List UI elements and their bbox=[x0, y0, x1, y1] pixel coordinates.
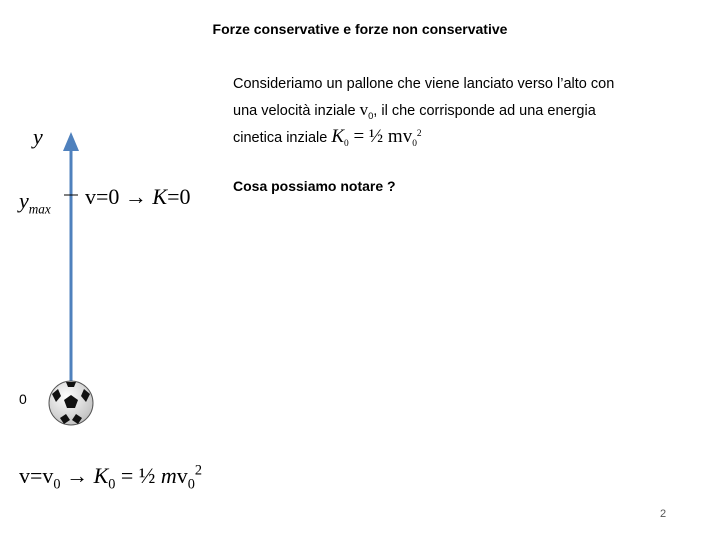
bottom-v-symbol: v bbox=[19, 463, 30, 488]
bottom-equation bbox=[19, 462, 203, 493]
y-axis-label: y bbox=[33, 124, 43, 149]
bottom-k-subscript: 0 bbox=[108, 476, 116, 493]
bottom-v-equals: =v bbox=[30, 463, 54, 488]
paragraph-line-1: Consideriamo un pallone che viene lanciato verso l’alto con bbox=[233, 76, 615, 92]
soccer-ball-icon bbox=[49, 381, 93, 425]
line2-text: una velocità inziale bbox=[233, 103, 360, 119]
y-axis-arrowhead bbox=[63, 132, 79, 151]
bottom-m-symbol: m bbox=[160, 463, 177, 488]
ymax-label bbox=[19, 188, 51, 217]
top-v-symbol: v bbox=[85, 184, 96, 209]
equation-subscript: 0 bbox=[412, 138, 417, 149]
top-equation bbox=[85, 184, 191, 210]
velocity-symbol: v bbox=[359, 100, 369, 119]
top-k-symbol: K bbox=[152, 184, 168, 209]
equation-superscript: 2 bbox=[416, 129, 422, 140]
ymax-symbol: y bbox=[19, 188, 29, 213]
bottom-v0-subscript: 0 bbox=[53, 476, 61, 493]
page-number: 2 bbox=[660, 508, 667, 520]
kinetic-symbol: K bbox=[331, 126, 345, 147]
bottom-v2-symbol: v bbox=[176, 463, 188, 488]
bottom-k-symbol: K bbox=[93, 463, 109, 488]
top-k-value: =0 bbox=[167, 184, 191, 209]
question-text: Cosa possiamo notare ? bbox=[233, 178, 396, 194]
bottom-v2-subscript: 0 bbox=[187, 476, 195, 493]
equation-velocity: v bbox=[402, 126, 413, 147]
top-v-value: =0 bbox=[96, 184, 125, 209]
equation-middle: = ½ m bbox=[348, 126, 403, 147]
ymax-subscript: max bbox=[28, 201, 51, 217]
line2-rest: , il che corrisponde ad una energia bbox=[373, 103, 596, 119]
bottom-squared: 2 bbox=[194, 462, 203, 479]
bottom-equals-half: = ½ bbox=[115, 463, 161, 488]
slide-title: Forze conservative e forze non conservative bbox=[212, 21, 508, 37]
line3-text: cinetica inziale bbox=[233, 130, 332, 146]
kinetic-subscript: 0 bbox=[344, 138, 349, 149]
top-arrow-icon: → bbox=[124, 184, 147, 209]
bottom-arrow-icon: → bbox=[66, 463, 89, 488]
velocity-subscript: 0 bbox=[368, 109, 374, 121]
origin-label: 0 bbox=[19, 391, 27, 407]
